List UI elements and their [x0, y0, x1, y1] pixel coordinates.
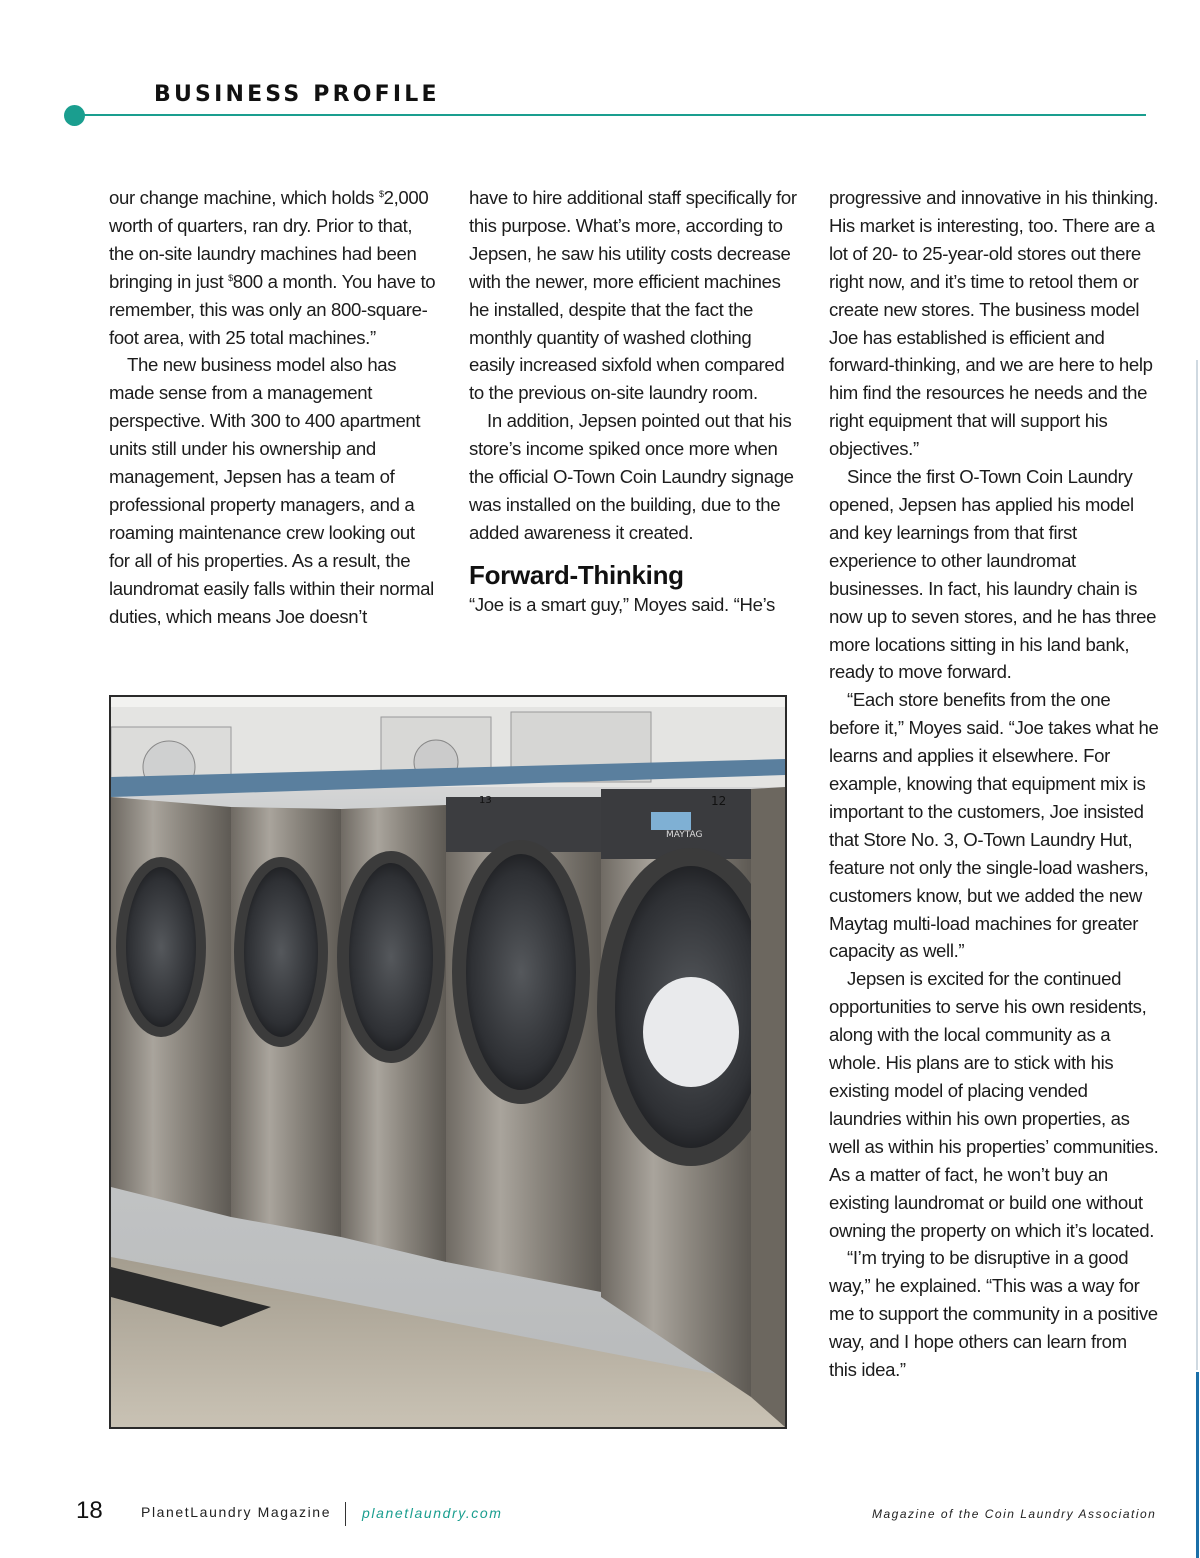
page-number: 18 [76, 1497, 103, 1524]
header-rule [74, 114, 1146, 116]
washer [341, 805, 446, 1262]
machine-number-label: 13 [479, 795, 492, 806]
laundromat-photo [109, 695, 787, 1429]
margin-rule-accent [1196, 1372, 1199, 1558]
washer [601, 789, 776, 1397]
website-link[interactable]: planetlaundry.com [362, 1505, 503, 1521]
machine-number-label: 12 [711, 794, 727, 808]
washers-illustration [111, 697, 785, 1427]
section-label: BUSINESS PROFILE [154, 82, 440, 107]
article-column-2 [469, 184, 799, 619]
dollar-sign: $ [228, 272, 233, 283]
col2-paragraph-1: have to hire additional staff specifically for this purpose. What’s more, according to Jepsen, he saw his utility costs decrease with the newer, more efficient machines he installed, despite that the fact the monthly quantity of washed clothing easily increased sixfold when compared to the previous on-site laundry room. [469, 187, 797, 404]
col3-paragraph-1: progressive and innovative in his thinking. His market is interesting, too. There are a lot of 20- to 25-year-old stores out there right now, and it’s time to retool them or create new stores. The business model Joe has established is efficient and forward-thinking, and we are here to help him find the resources he needs and the right equipment that will support his objectives.” [829, 187, 1159, 460]
subhead-forward-thinking: Forward-Thinking [469, 559, 684, 590]
col1-paragraph-2: The new business model also has made sense from a management perspective. With 300 to 400 apartment units still under his ownership and management, Jepsen has a team of professional property managers, and a roaming maintenance crew looking out for all of his properties. As a result, the laundromat easily falls within their normal duties, which means Joe doesn’t [109, 354, 434, 627]
col2-paragraph-3: “Joe is a smart guy,” Moyes said. “He’s [469, 593, 775, 615]
col3-paragraph-5: “I’m trying to be disruptive in a good way,” he explained. “This was a way for me to support the community in a positive way, and I hope others can learn from this idea.” [829, 1247, 1158, 1381]
col3-paragraph-4: Jepsen is excited for the continued opportunities to serve his own residents, along with the local community as a whole. His plans are to stick with his existing model of placing vended laundries within his own properties, as well as within his properties’ communities. As a matter of fact, he won’t buy an existing laundromat or build one without owning the property on which it’s located. [829, 968, 1159, 1241]
article-column-1 [109, 184, 439, 631]
col1-paragraph-1: our change machine, which holds $2,000 worth of quarters, ran dry. Prior to that, the on-site laundry machines had been bringing in just $800 a month. You have to remember, this was only an 800-square-foot area, with 25 total machines.” [109, 187, 436, 348]
association-tagline: Magazine of the Coin Laundry Association [872, 1507, 1157, 1521]
washer [111, 797, 231, 1217]
dollar-sign: $ [378, 189, 384, 199]
machine-brand-label: MAYTAG [666, 830, 703, 840]
washer [751, 787, 785, 1427]
article-column-3 [829, 184, 1159, 1384]
magazine-name: PlanetLaundry Magazine [141, 1504, 332, 1520]
footer-separator [345, 1502, 346, 1526]
col3-paragraph-2: Since the first O-Town Coin Laundry opened, Jepsen has applied his model and key learnings from that first experience to other laundromat businesses. In fact, his laundry chain is now up to seven stores, and he has three more locations sitting in his land bank, ready to move forward. [829, 466, 1157, 683]
margin-rule [1196, 360, 1198, 1370]
col2-paragraph-2: In addition, Jepsen pointed out that his store’s income spiked once more when the official O-Town Coin Laundry signage was installed on the building, due to the added awareness it created. [469, 410, 794, 543]
washer [446, 797, 601, 1292]
washer [231, 807, 341, 1237]
col3-paragraph-3: “Each store benefits from the one before it,” Moyes said. “Joe takes what he learns and applies it elsewhere. For example, knowing that equipment mix is important to the customers, Joe insisted that Store No. 3, O-Town Laundry Hut, feature not only the single-load washers, customers know, but we added the new Maytag multi-load machines for greater capacity as well.” [829, 689, 1159, 962]
